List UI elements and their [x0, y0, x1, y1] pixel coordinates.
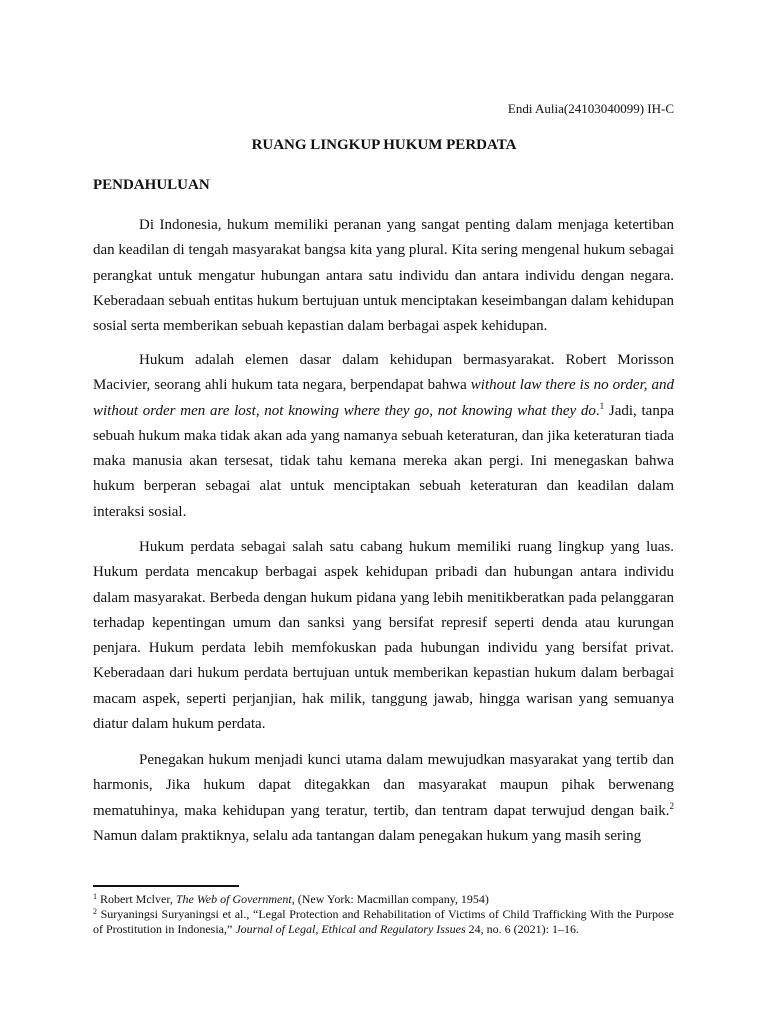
paragraph-4-text-before: Penegakan hukum menjadi kunci utama dalam mewujudkan masyarakat yang tertib dan harmonis, Jika hukum dapat ditegakkan dan masyarakat maupun pihak berwenang mematuhinya, maka kehidupan yang teratur, tertib, dan tentram dapat terwujud dengan baik.	[93, 752, 674, 819]
footnote-1-text-after: , (New York: Macmillan company, 1954)	[291, 892, 489, 906]
footnote-2-text-before: Suryaningsi Suryaningsi et al., “Legal Protection and Rehabilitation of Victims of Child Trafficking With the Purpose of Prostitution in Indonesia,”	[93, 907, 674, 936]
paragraph-2-quote: without law there is no order, and without order men are lost, not knowing where they go, not knowing what they do	[93, 377, 674, 419]
footnote-1-number: 1	[93, 892, 97, 901]
paragraph-2-text-before: Hukum adalah elemen dasar dalam kehidupan bermasyarakat. Robert Morisson Macivier, seorang ahli hukum tata negara, berpendapat bahwa	[93, 352, 674, 394]
paragraph-2-text-after: Jadi, tanpa sebuah hukum maka tidak akan ada yang namanya sebuah keteraturan, dan jika keteraturan tiada maka manusia akan tersesat, tidak tahu kemana mereka akan pergi. Ini menegaskan bahwa hukum berperan sebagai alat untuk menciptakan sebuah keteraturan dan keadilan dalam interaksi sosial.	[93, 402, 674, 520]
paragraph-2-period: .	[595, 402, 600, 419]
paragraph-4-text-after: Namun dalam praktiknya, selalu ada tantangan dalam penegakan hukum yang masih sering	[93, 827, 642, 844]
document-title: RUANG LINGKUP HUKUM PERDATA	[251, 137, 517, 153]
section-heading: PENDAHULUAN	[93, 177, 210, 193]
author-line: Endi Aulia(24103040099) IH-C	[507, 101, 674, 116]
footnote-1-text-before: Robert Mclver,	[97, 892, 176, 906]
paragraph-2	[93, 348, 674, 525]
footnote-2	[93, 907, 674, 937]
paragraph-4	[93, 748, 674, 849]
footnote-2-number: 2	[93, 907, 97, 916]
footnote-ref-1[interactable]: 1	[599, 400, 605, 411]
footnote-separator	[93, 885, 239, 887]
footnotes	[93, 892, 674, 937]
paragraph-3: Hukum perdata sebagai salah satu cabang hukum memiliki ruang lingkup yang luas. Hukum perdata mencakup berbagai aspek kehidupan pribadi dan hubungan antara individu dalam masyarakat. Berbeda dengan hukum pidana yang lebih menitikberatkan pada pelanggaran terhadap kepentingan umum dan sanksi yang bersifat represif seperti denda atau kurungan penjara. Hukum perdata lebih memfokuskan pada hubungan individu yang bersifat privat. Keberadaan dari hukum perdata bertujuan untuk memberikan kepastian hukum dalam berbagai macam aspek, seperti perjanjian, hak milik, tanggung jawab, hingga warisan yang semuanya diatur dalam hukum perdata.	[93, 539, 674, 733]
footnote-2-journal: Journal of Legal, Ethical and Regulatory Issues	[235, 922, 466, 936]
footnote-ref-2[interactable]: 2	[669, 800, 674, 811]
footnote-1-title: The Web of Government	[175, 892, 292, 906]
paragraph-1: Di Indonesia, hukum memiliki peranan yang sangat penting dalam menjaga ketertiban dan keadilan di tengah masyarakat bangsa kita yang plural. Kita sering mengenal hukum sebagai perangkat untuk mengatur hubungan antara satu individu dan antara individu dengan negara. Keberadaan sebuah entitas hukum bertujuan untuk menciptakan keseimbangan dalam kehidupan sosial serta memberikan sebuah kepastian dalam berbagai aspek kehidupan.	[93, 217, 674, 335]
footnote-1	[93, 892, 674, 907]
footnote-2-text-after: 24, no. 6 (2021): 1–16.	[465, 922, 579, 936]
